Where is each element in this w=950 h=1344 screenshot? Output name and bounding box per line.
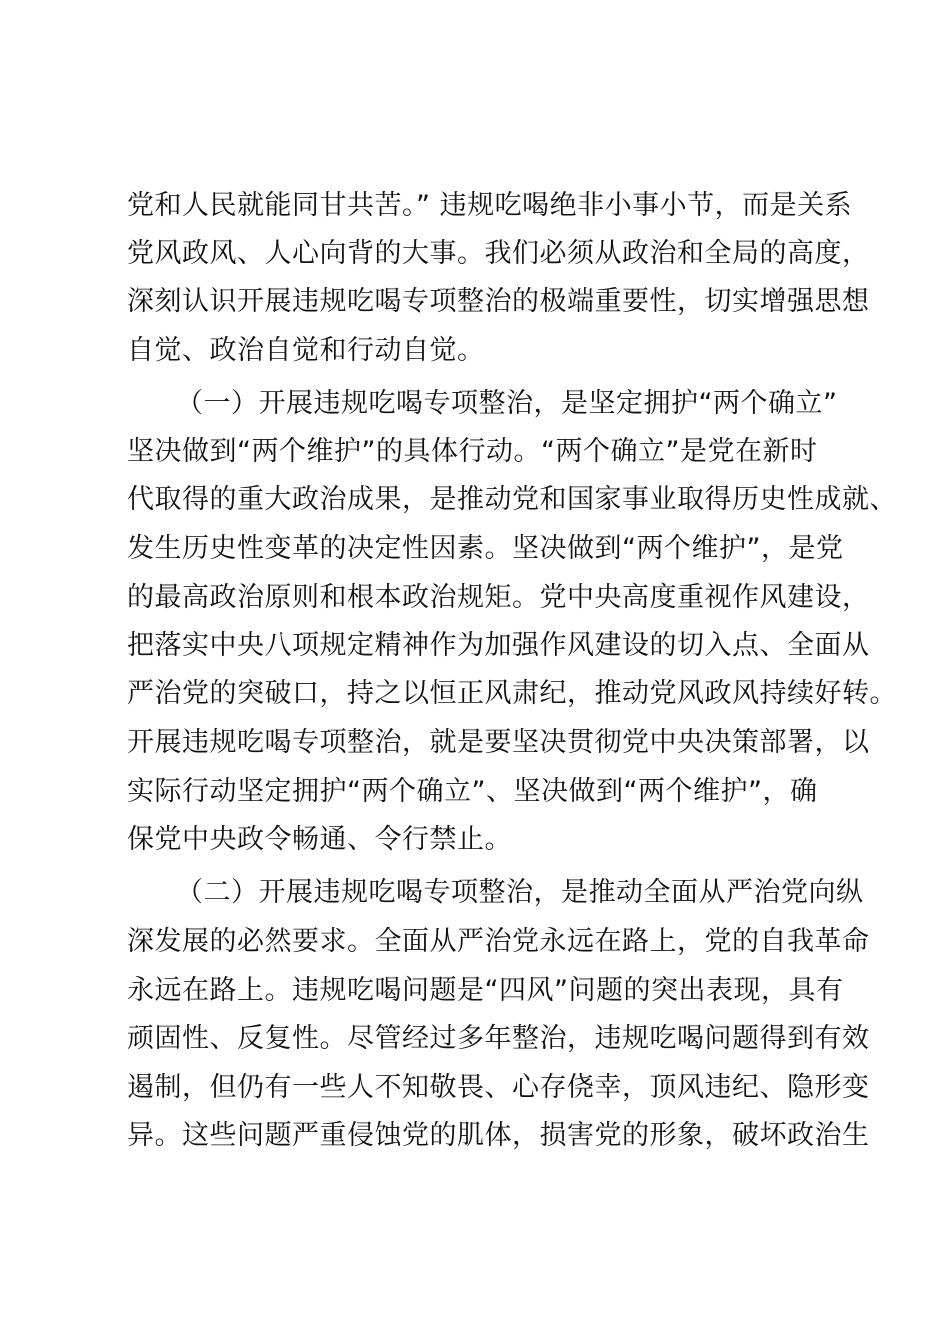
text-line: 深刻认识开展违规吃喝专项整治的极端重要性，切实增强思想 bbox=[127, 286, 870, 317]
text-line: 把落实中央八项规定精神作为加强作风建设的切入点、全面从 bbox=[127, 630, 870, 661]
text-line: 党风政风、人心向背的大事。我们必须从政治和全局的高度， bbox=[127, 238, 870, 269]
text-line: 永远在路上。违规吃喝问题是“四风”问题的突出表现，具有 bbox=[127, 975, 844, 1006]
text-line: 顽固性、反复性。尽管经过多年整治，违规吃喝问题得到有效 bbox=[127, 1023, 870, 1054]
text-line: 异。这些问题严重侵蚀党的肌体，损害党的形象，破坏政治生 bbox=[127, 1120, 870, 1151]
text-line: 严治党的突破口，持之以恒正风肃纪，推动党风政风持续好转。 bbox=[127, 678, 897, 709]
paragraph-1-first-line: （一）开展违规吃喝专项整治，是坚定拥护“两个确立” bbox=[176, 388, 838, 419]
text-line: 党和人民就能同甘共苦。” 违规吃喝绝非小事小节，而是关系 bbox=[127, 190, 853, 221]
text-line: 开展违规吃喝专项整治，就是要坚决贯彻党中央决策部署，以 bbox=[127, 727, 870, 758]
text-line: 坚决做到“两个维护”的具体行动。“两个确立”是党在新时 bbox=[127, 436, 818, 467]
text-line: 实际行动坚定拥护“两个确立”、坚决做到“两个维护”，确 bbox=[127, 776, 818, 807]
text-line: 自觉、政治自觉和行动自觉。 bbox=[127, 335, 485, 366]
text-line: 代取得的重大政治成果，是推动党和国家事业取得历史性成就、 bbox=[127, 484, 897, 515]
text-line: 深发展的必然要求。全面从严治党永远在路上，党的自我革命 bbox=[127, 926, 870, 957]
text-line: 发生历史性变革的决定性因素。坚决做到“两个维护”，是党 bbox=[127, 533, 844, 564]
paragraph-2-first-line: （二）开展违规吃喝专项整治，是推动全面从严治党向纵 bbox=[176, 877, 864, 908]
text-line: 保党中央政令畅通、令行禁止。 bbox=[127, 824, 512, 855]
text-line: 的最高政治原则和根本政治规矩。党中央高度重视作风建设， bbox=[127, 582, 870, 613]
text-line: 遏制，但仍有一些人不知敬畏、心存侥幸，顶风违纪、隐形变 bbox=[127, 1072, 870, 1103]
